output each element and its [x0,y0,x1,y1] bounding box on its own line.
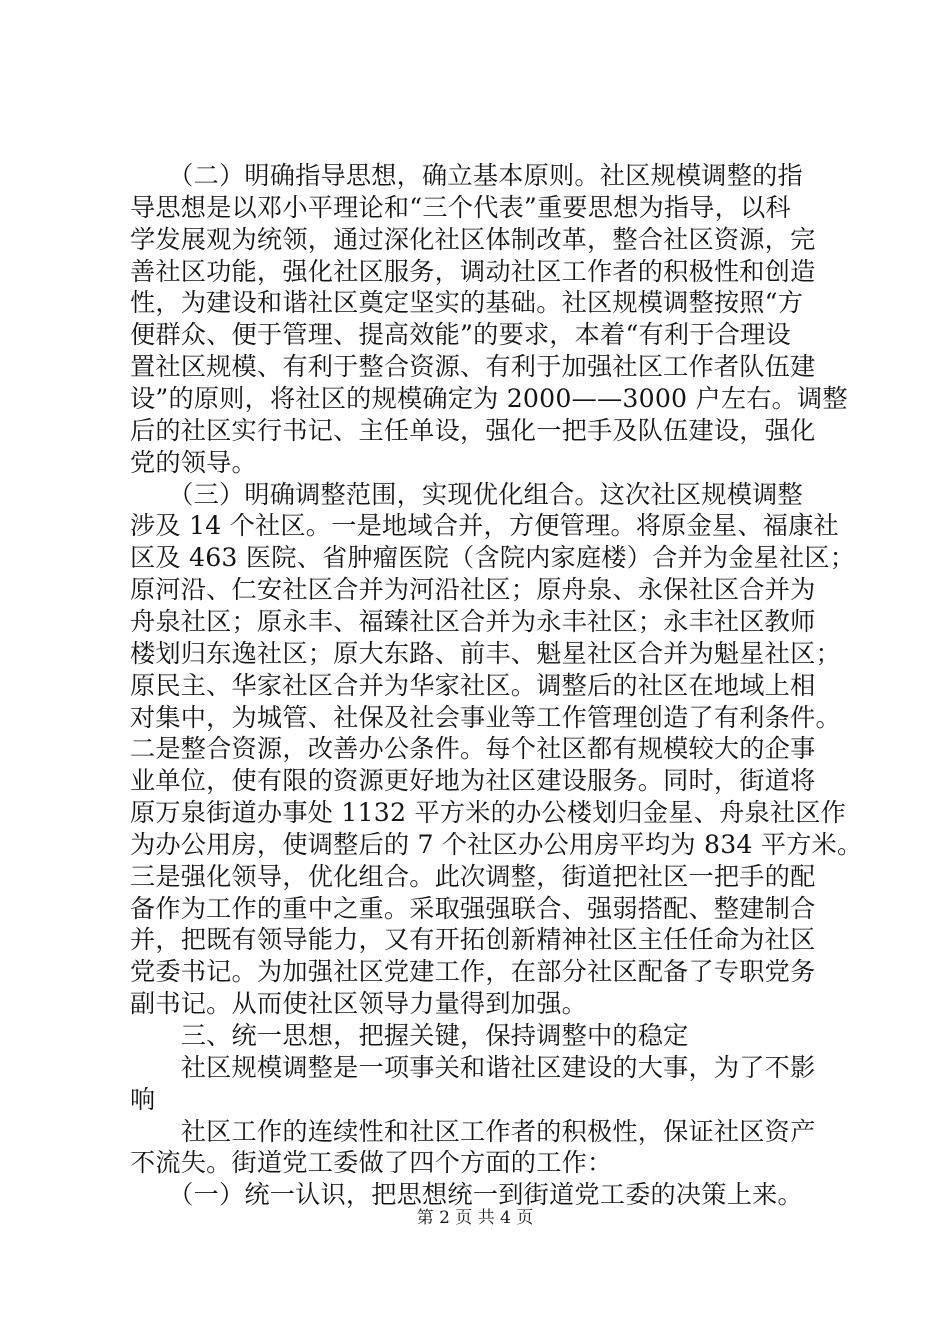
page-footer: 第 2 页 共 4 页 [416,1208,534,1228]
text-line: 并，把既有领导能力，又有开拓创新精神社区主任任命为社区 [130,925,816,955]
text-line: 原万泉街道办事处 1132 平方米的办公楼划归金星、舟泉社区作 [130,798,847,827]
text-line: 副书记。从而使社区领导力量得到加强。 [130,989,587,1019]
text-line: 党的领导。 [130,447,257,477]
text-line: 响 [130,1084,156,1114]
text-line: 社区工作的连续性和社区工作者的积极性，保证社区资产 [130,1116,816,1146]
text-line: 区及 463 医院、省肿瘤医院（含院内家庭楼）合并为金星社区； [130,543,856,573]
text-line: 原河沿、仁安社区合并为河沿社区；原舟泉、永保社区合并为 [130,575,816,604]
text-line: 不流失。街道党工委做了四个方面的工作： [130,1148,613,1178]
text-line: 三是强化领导，优化组合。此次调整，街道把社区一把手的配 [130,861,816,891]
text-line: 善社区功能，强化社区服务，调动社区工作者的积极性和创造 [130,256,816,286]
text-line: （三）明确调整范围，实现优化组合。这次社区规模调整 [130,479,803,509]
text-line: 党委书记。为加强社区党建工作，在部分社区配备了专职党务 [130,957,816,987]
text-line: 舟泉社区；原永丰、福臻社区合并为永丰社区；永丰社区教师 [130,606,816,636]
text-line: 楼划归东逸社区；原大东路、前丰、魁星社区合并为魁星社区； [130,638,841,668]
text-line: 后的社区实行书记、主任单设，强化一把手及队伍建设，强化 [130,415,816,445]
text-line: 导思想是以邓小平理论和“三个代表”重要思想为指导，以科 [130,192,791,222]
text-line: 备作为工作的重中之重。采取强强联合、强弱搭配、整建制合 [130,893,816,923]
text-line: 二是整合资源，改善办公条件。每个社区都有规模较大的企事 [130,734,816,764]
text-line: （二）明确指导思想，确立基本原则。社区规模调整的指 [130,161,803,190]
text-line: 置社区规模、有利于整合资源、有利于加强社区工作者队伍建 [130,352,816,382]
text-line: 学发展观为统领，通过深化社区体制改革，整合社区资源，完 [130,224,816,254]
text-line: 便群众、便于管理、提高效能”的要求，本着“有利于合理设 [130,320,791,350]
text-line: 设”的原则，将社区的规模确定为 2000——3000 户左右。调整 [130,384,848,413]
text-line: 业单位，使有限的资源更好地为社区建设服务。同时，街道将 [130,766,816,796]
text-line: 社区规模调整是一项事关和谐社区建设的大事，为了不影 [130,1052,816,1082]
text-line: 性，为建设和谐社区奠定坚实的基础。社区规模调整按照“方 [130,288,804,318]
text-line: 涉及 14 个社区。一是地域合并，方便管理。将原金星、福康社 [130,511,839,541]
text-line: 对集中，为城管、社保及社会事业等工作管理创造了有利条件。 [130,702,841,732]
text-line: 三、统一思想，把握关键，保持调整中的稳定 [130,1021,689,1050]
text-line: （一）统一认识，把思想统一到街道党工委的决策上来。 [130,1180,803,1210]
text-line: 原民主、华家社区合并为华家社区。调整后的社区在地域上相 [130,670,816,700]
text-line: 为办公用房，使调整后的 7 个社区办公用房平均为 834 平方米。 [130,829,863,859]
